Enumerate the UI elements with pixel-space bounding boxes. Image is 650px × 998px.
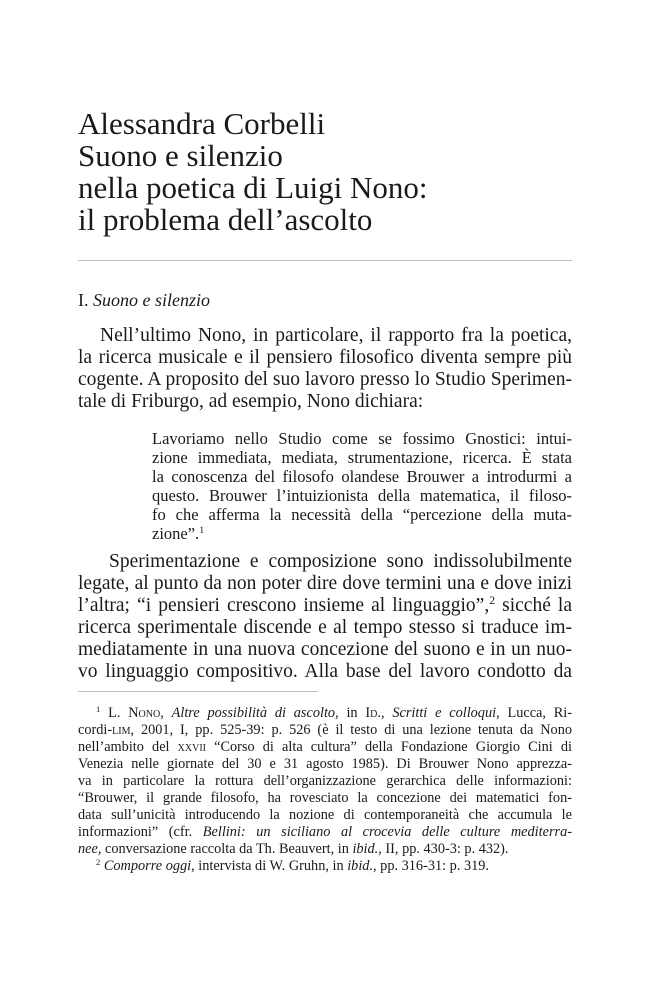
text-run: , II, pp. 430-3: p. 432). [378, 841, 509, 857]
text-run: vo linguaggio compositivo. Alla base del lavoro condotto da [78, 661, 572, 682]
note-marker: 1 [96, 703, 101, 714]
text-run: “Corso di alta cultura” della Fondazione Giorgio Cini di [205, 739, 572, 755]
text-run: Id [365, 705, 378, 721]
text-run: data sull’unicità introducendo la nozione di contemporaneità che accumula le [78, 807, 572, 823]
text-run: cordi- [78, 722, 113, 738]
paragraph-line [78, 573, 572, 595]
paragraph-line [78, 617, 572, 639]
text-run: lim [112, 722, 131, 738]
title-line: Suono e silenzio [78, 138, 283, 173]
italic-text: Scritti e colloqui [392, 705, 497, 721]
text-run: , Lucca, Ri- [496, 705, 573, 721]
text-run: mediatamente in una nuova concezione del suono e in un nuo- [78, 639, 572, 660]
text-run: l’altra; “i pensieri crescono insieme al linguaggio”, [78, 595, 490, 616]
text-run: , intervista di W. Gruhn, in [191, 858, 348, 874]
paragraph-line: cogente. A proposito del suo lavoro presso lo Studio Sperimen- [78, 369, 572, 390]
text-run: , conversazione raccolta da Th. Beauvert, in [97, 841, 353, 857]
note-marker: 2 [489, 593, 496, 607]
section-heading [78, 289, 210, 311]
text-run: fo che afferma la necessità della “percezione della muta- [152, 505, 572, 524]
footnote-line [78, 739, 572, 756]
text-run: xxvii [177, 739, 206, 755]
text-run: , pp. 316-31: p. 319. [373, 858, 489, 874]
text-run: , in [335, 705, 366, 721]
italic-text: ibid. [352, 841, 379, 857]
footnote-line [78, 807, 572, 824]
paragraph-line [109, 551, 572, 573]
section-title: Suono e silenzio [93, 290, 210, 310]
paragraph-line [78, 661, 572, 683]
text-run: ., [377, 705, 393, 721]
paragraph-line [78, 595, 572, 617]
paragraph-line [78, 639, 572, 661]
text-run: sicché la [495, 595, 572, 616]
text-run: va in particolare la rottura dell’organizzazione gerarchica delle informazioni: [78, 773, 572, 789]
title-divider [78, 260, 572, 261]
text-run: L. [100, 705, 129, 721]
text-run: Nono [128, 705, 161, 721]
paragraph-line: tale di Friburgo, ad esempio, Nono dichiara: [78, 391, 424, 412]
footnote-line [78, 773, 572, 790]
footnote-line [96, 858, 572, 875]
text-run: legate, al punto da non poter dire dove termini una e dove inizi [78, 573, 572, 594]
quote-line [152, 448, 572, 467]
text-run: Venezia nelle giornate del 30 e 31 agosto 1985). Di Brouwer Nono apprezza- [78, 756, 572, 772]
text-run: , [160, 705, 172, 721]
italic-text: Comporre oggi [103, 858, 192, 874]
footnote-line [78, 841, 572, 858]
footnote-line [78, 790, 572, 807]
note-marker: 2 [96, 856, 101, 867]
text-run: ricerca sperimentale discende e al tempo stesso si traduce im- [78, 617, 572, 638]
text-run: nell’ambito del [78, 739, 178, 755]
text-run: informazioni” (cfr. [78, 824, 203, 840]
paragraph-line: la ricerca musicale e il pensiero filosofico diventa sempre più [78, 347, 572, 368]
footnote-line [96, 705, 572, 722]
paragraph-line: Nell’ultimo Nono, in particolare, il rapporto fra la poetica, [100, 325, 572, 346]
italic-text: nee [78, 841, 98, 857]
quote-line [152, 505, 572, 524]
text-run: “Brouwer, il grande filosofo, ha rovesciato la concezione dei matematici fon- [78, 790, 572, 806]
author-name: Alessandra Corbelli [78, 106, 326, 141]
text-run: Lavoriamo nello Studio come se fossimo Gnostici: intui- [152, 429, 572, 448]
text-run: questo. Brouwer l’intuizionista della matematica, il filoso- [152, 486, 572, 505]
title-line: nella poetica di Luigi Nono: [78, 170, 428, 205]
text-run: zione”. [152, 524, 200, 543]
italic-text: ibid. [347, 858, 374, 874]
note-marker: 1 [199, 525, 205, 537]
quote-line [152, 486, 572, 505]
italic-text: Altre possibilità di ascolto [171, 705, 336, 721]
footnote-line [78, 824, 572, 841]
quote-line [152, 467, 572, 486]
text-run: la conoscenza del filosofo olandese Brouwer a introdurmi a [152, 467, 572, 486]
quote-line [152, 524, 572, 543]
title-line: il problema dell’ascolto [78, 202, 373, 237]
text-run: Sperimentazione e composizione sono indissolubilmente [109, 551, 572, 572]
italic-text: Bellini: un siciliano al crocevia delle culture mediterra- [202, 824, 572, 840]
footnote-line [78, 722, 572, 739]
footnote-line [78, 756, 572, 773]
text-run: , 2001, I, pp. 525-39: p. 526 (è il testo di una lezione tenuta da Nono [130, 722, 572, 738]
text-run: zione immediata, mediata, strumentazione, ricerca. È stata [152, 448, 572, 467]
quote-line [152, 429, 572, 448]
footnote-divider [78, 691, 318, 692]
section-number: I. [78, 290, 93, 310]
